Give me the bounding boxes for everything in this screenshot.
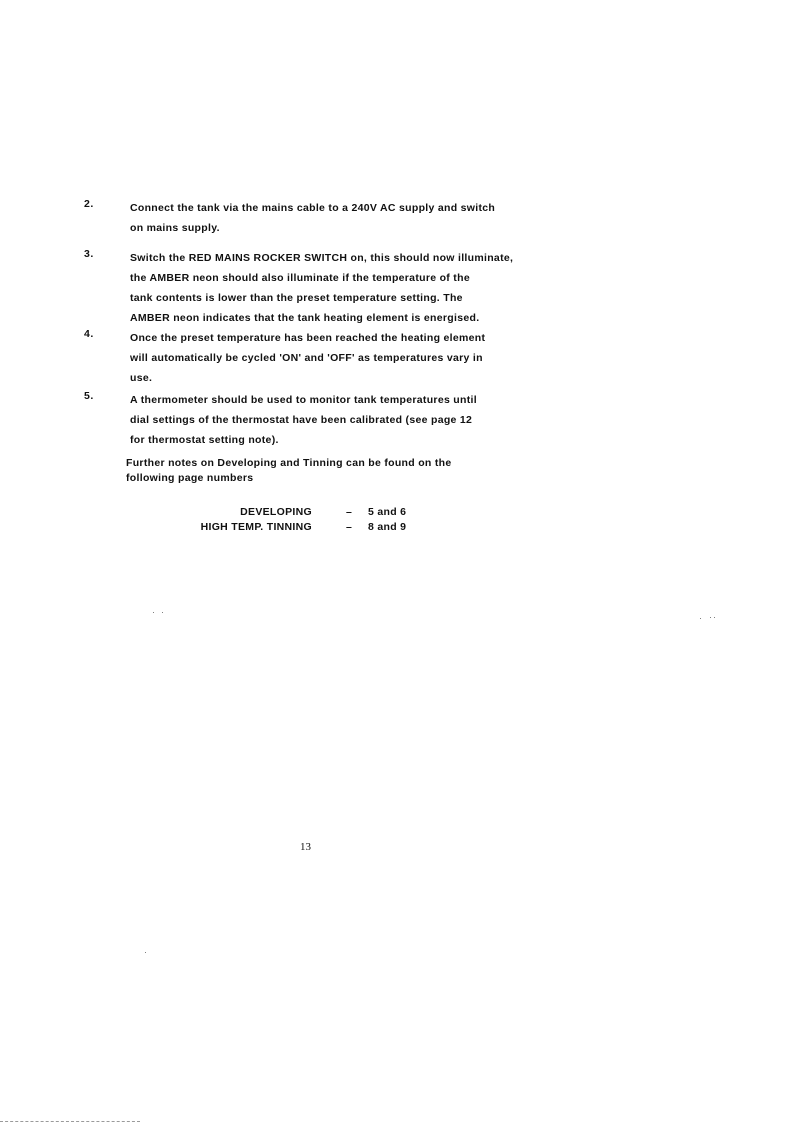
- item-number: 3.: [84, 248, 94, 260]
- item-number: 2.: [84, 198, 94, 210]
- scan-edge-rule: [0, 1121, 140, 1122]
- instruction-paragraph: [130, 390, 570, 450]
- scan-speck: [710, 617, 711, 618]
- scan-speck: [153, 612, 154, 613]
- page-number: 13: [300, 841, 311, 853]
- page-reference-list: [200, 505, 460, 535]
- reference-pages: 5 and 6: [368, 506, 407, 518]
- instruction-paragraph: [130, 198, 570, 238]
- paragraph-line: AMBER neon indicates that the tank heating element is energised.: [130, 312, 480, 324]
- paragraph-line: Switch the RED MAINS ROCKER SWITCH on, this should now illuminate,: [130, 252, 514, 264]
- instruction-paragraph: [130, 328, 570, 388]
- paragraph-line: A thermometer should be used to monitor tank temperatures until: [130, 394, 477, 406]
- paragraph-line: use.: [130, 372, 153, 384]
- paragraph-line: Connect the tank via the mains cable to a 240V AC supply and switch: [130, 202, 496, 214]
- scan-speck: [162, 612, 163, 613]
- instruction-paragraph: [130, 248, 570, 328]
- paragraph-line: dial settings of the thermostat have been calibrated (see page 12: [130, 414, 473, 426]
- reference-label: DEVELOPING: [240, 506, 312, 518]
- reference-dash: –: [346, 506, 353, 518]
- reference-label: HIGH TEMP. TINNING: [200, 521, 312, 533]
- page-reference-row: [200, 505, 460, 520]
- page-reference-row: [200, 520, 460, 535]
- reference-dash: –: [346, 521, 353, 533]
- paragraph-line: for thermostat setting note).: [130, 434, 279, 446]
- item-number: 4.: [84, 328, 94, 340]
- scan-speck: [714, 617, 715, 618]
- paragraph-line: on mains supply.: [130, 222, 220, 234]
- item-number: 5.: [84, 390, 94, 402]
- reference-pages: 8 and 9: [368, 521, 407, 533]
- paragraph-line: Once the preset temperature has been reached the heating element: [130, 332, 486, 344]
- further-notes-paragraph: [126, 456, 566, 486]
- paragraph-line: tank contents is lower than the preset temperature setting. The: [130, 292, 463, 304]
- scan-speck: [700, 618, 701, 619]
- paragraph-line: will automatically be cycled 'ON' and 'OFF' as temperatures vary in: [130, 352, 483, 364]
- paragraph-line: Further notes on Developing and Tinning can be found on the: [126, 457, 452, 469]
- scan-speck: [145, 952, 146, 953]
- paragraph-line: following page numbers: [126, 472, 254, 484]
- paragraph-line: the AMBER neon should also illuminate if the temperature of the: [130, 272, 470, 284]
